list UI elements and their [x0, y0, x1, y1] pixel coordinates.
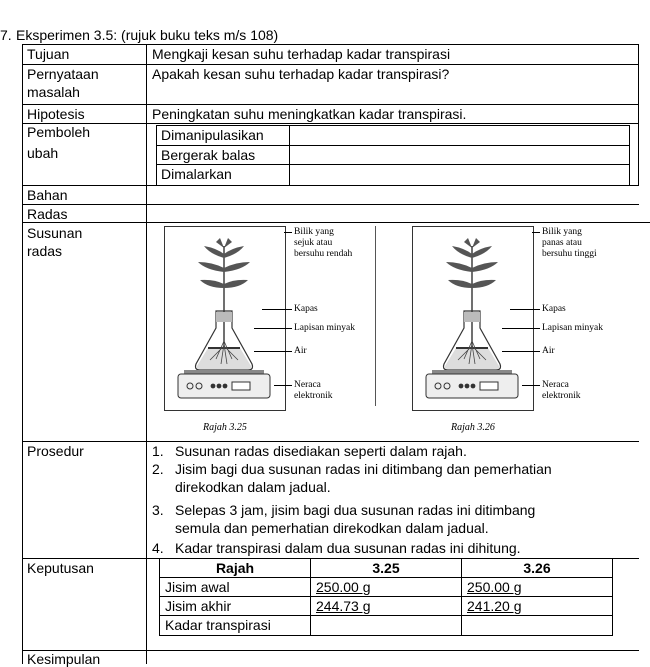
var-manipulated: Dimanipulasikan [161, 127, 264, 143]
step-text: Selepas 3 jam, jisim bagi dua susunan radas ini ditimbang [175, 502, 536, 518]
figure-rajah-3-26 [406, 226, 636, 438]
results-cell: 244.73 g [316, 598, 371, 614]
caption-rajah-3-26: Rajah 3.26 [451, 422, 495, 433]
label-prosedur: Prosedur [27, 443, 84, 459]
results-cell: 250.00 g [316, 579, 371, 595]
step-number: 3. [152, 502, 164, 518]
label-pemboleh-2: ubah [27, 145, 59, 161]
step-text: direkodkan dalam jadual. [175, 479, 331, 495]
results-header-rajah: Rajah [215, 560, 255, 576]
results-header-3-26: 3.26 [523, 560, 551, 576]
label-bahan: Bahan [27, 187, 68, 203]
label-radas: Radas [27, 206, 68, 222]
label-kesimpulan: Kesimpulan [27, 651, 101, 667]
label-air-2: Air [542, 346, 555, 356]
step-number: 4. [152, 540, 164, 556]
label-susunan-2: radas [27, 243, 63, 259]
label-keputusan: Keputusan [27, 560, 94, 576]
caption-rajah-3-25: Rajah 3.25 [203, 422, 247, 433]
results-row-label: Jisim awal [165, 579, 230, 595]
label-neraca-2: Neraca elektronik [542, 380, 581, 401]
label-minyak-2: Lapisan minyak [542, 323, 603, 333]
step-number: 2. [152, 461, 164, 477]
experiment-title: Eksperimen 3.5: (rujuk buku teks m/s 108) [16, 27, 279, 43]
label-minyak-1: Lapisan minyak [294, 323, 355, 333]
step-number: 1. [152, 443, 164, 459]
label-kapas-2: Kapas [542, 304, 566, 314]
label-neraca-1: Neraca elektronik [294, 380, 333, 401]
results-row-label: Jisim akhir [165, 598, 232, 614]
var-controlled: Dimalarkan [161, 166, 232, 182]
step-text: Kadar transpirasi dalam dua susunan radas ini dihitung. [175, 540, 521, 556]
apparatus-illustration [164, 236, 294, 416]
question-number: 7. [0, 27, 12, 43]
apparatus-illustration [412, 236, 542, 416]
var-responding: Bergerak balas [161, 147, 256, 163]
step-text: Jisim bagi dua susunan radas ini ditimbang dan pemerhatian [175, 461, 552, 477]
label-air-1: Air [294, 346, 307, 356]
value-pernyataan: Apakah kesan suhu terhadap kadar transpirasi? [152, 66, 450, 82]
label-susunan-1: Susunan [27, 225, 83, 241]
label-tujuan: Tujuan [27, 46, 70, 62]
step-text: semula dan pemerhatian direkodkan dalam jadual. [175, 520, 489, 536]
value-hipotesis: Peningkatan suhu meningkatkan kadar transpirasi. [152, 106, 467, 122]
results-cell: 250.00 g [467, 579, 522, 595]
label-pernyataan-1: Pernyataan [27, 66, 99, 82]
results-cell: 241.20 g [467, 598, 522, 614]
label-bilik-1: Bilik yang sejuk atau bersuhu rendah [294, 227, 353, 259]
step-text: Susunan radas disediakan seperti dalam rajah. [175, 443, 467, 459]
value-tujuan: Mengkaji kesan suhu terhadap kadar transpirasi [152, 46, 451, 62]
figure-rajah-3-25 [158, 226, 372, 438]
label-kapas-1: Kapas [294, 304, 318, 314]
results-header-3-25: 3.25 [372, 560, 400, 576]
results-row-label: Kadar transpirasi [165, 617, 271, 633]
label-pemboleh-1: Pemboleh [27, 124, 91, 140]
label-hipotesis: Hipotesis [27, 106, 85, 122]
label-bilik-2: Bilik yang panas atau bersuhu tinggi [542, 227, 597, 259]
label-pernyataan-2: masalah [27, 84, 80, 100]
